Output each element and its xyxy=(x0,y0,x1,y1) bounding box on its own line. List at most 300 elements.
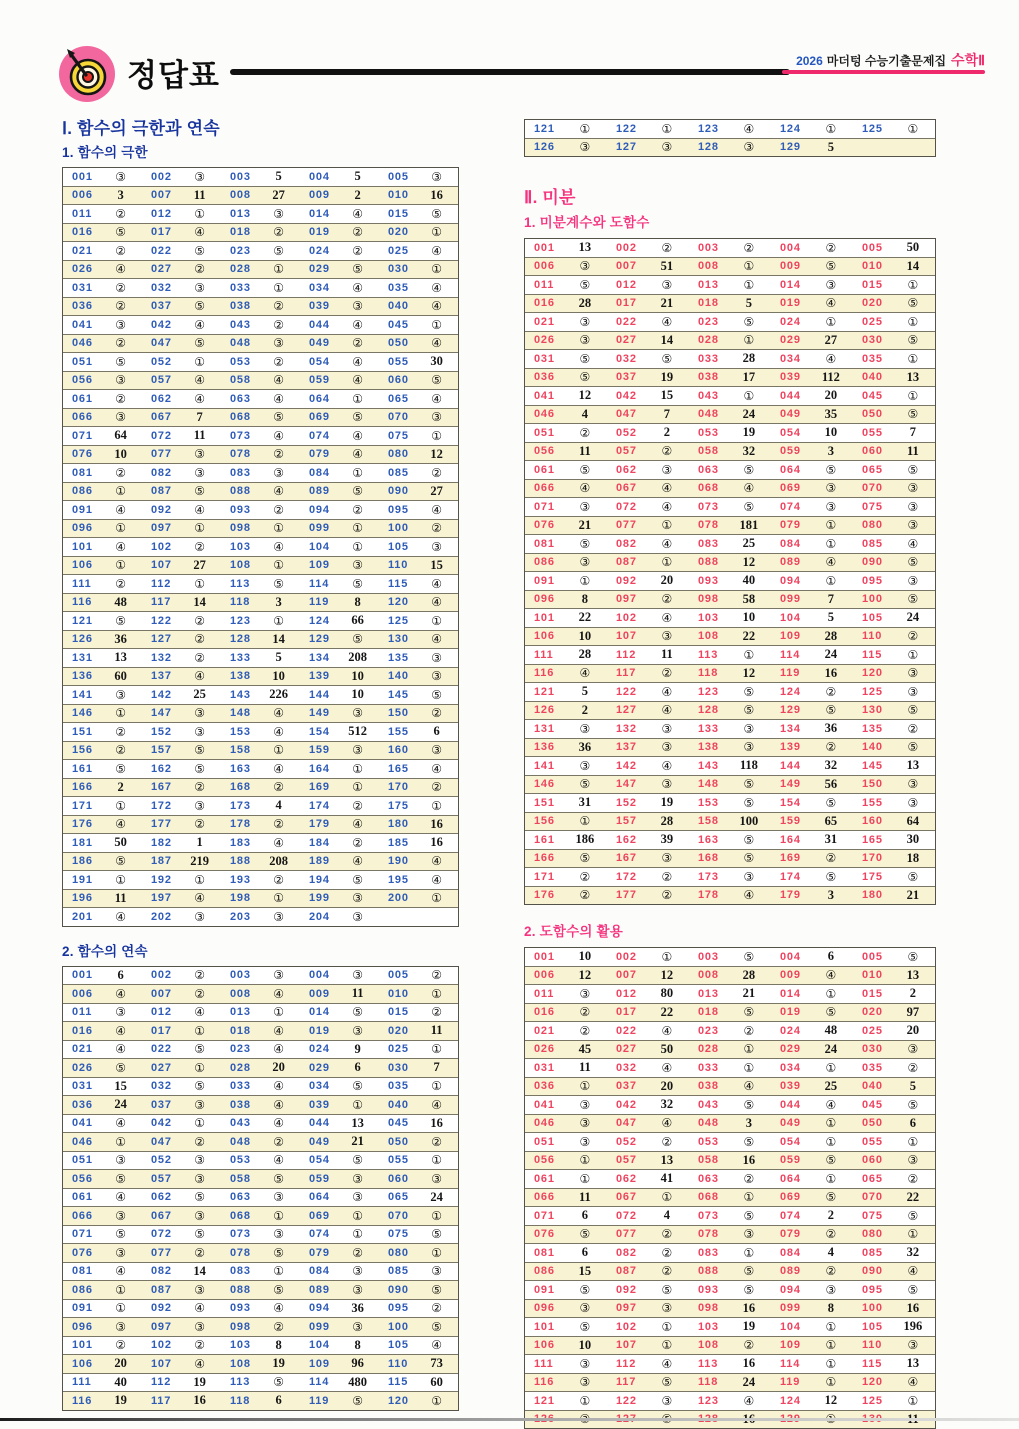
answer-cell xyxy=(142,686,221,704)
question-number: 063 xyxy=(698,1172,719,1185)
question-number: 032 xyxy=(616,1061,637,1074)
answer-cell xyxy=(853,683,935,701)
answer-cell xyxy=(689,120,771,138)
question-number: 140 xyxy=(388,670,409,683)
answer-cell xyxy=(607,480,689,498)
answer-cell xyxy=(689,139,771,157)
answer-cell xyxy=(853,406,935,424)
answer-cell xyxy=(63,1115,142,1133)
answer-cell xyxy=(853,387,935,405)
question-number: 124 xyxy=(309,614,330,627)
question-number: 204 xyxy=(309,910,330,923)
table-row xyxy=(63,1096,458,1115)
answer-value: ④ xyxy=(431,280,443,295)
question-number: 040 xyxy=(388,300,409,313)
answer-value: ② xyxy=(825,684,837,699)
question-number: 091 xyxy=(72,1302,93,1315)
answer-cell xyxy=(771,295,853,313)
answer-cell xyxy=(525,1392,607,1410)
question-number: 061 xyxy=(72,392,93,405)
answer-cell xyxy=(607,461,689,479)
table-row xyxy=(63,427,458,446)
question-number: 099 xyxy=(780,1302,801,1315)
answer-cell xyxy=(525,1318,607,1336)
table-row xyxy=(63,1170,458,1189)
answer-value: ② xyxy=(579,888,591,903)
answer-cell xyxy=(689,1355,771,1373)
answer-value: 10 xyxy=(351,687,364,702)
answer-value: ① xyxy=(194,354,206,369)
question-number: 034 xyxy=(780,1061,801,1074)
answer-cell xyxy=(771,591,853,609)
answer-value: ② xyxy=(579,425,591,440)
answer-cell xyxy=(221,686,300,704)
question-number: 010 xyxy=(862,260,883,273)
answer-cell xyxy=(221,594,300,612)
answer-cell xyxy=(221,501,300,519)
question-number: 112 xyxy=(151,1376,172,1389)
question-number: 124 xyxy=(780,1394,801,1407)
question-number: 111 xyxy=(72,1376,92,1389)
answer-value: ③ xyxy=(194,1171,206,1186)
answer-cell xyxy=(142,1392,221,1410)
answer-value: ① xyxy=(352,465,364,480)
question-number: 079 xyxy=(309,448,330,461)
answer-value: ④ xyxy=(431,1097,443,1112)
question-number: 189 xyxy=(309,855,330,868)
answer-cell xyxy=(63,279,142,297)
question-number: 107 xyxy=(151,559,172,572)
answer-value: ① xyxy=(579,1079,591,1094)
answer-cell xyxy=(142,853,221,871)
answer-value: ⑤ xyxy=(907,296,919,311)
answer-value: ③ xyxy=(352,1171,364,1186)
answer-value: 16 xyxy=(430,1115,443,1130)
answer-value: 12 xyxy=(742,665,756,680)
question-number: 108 xyxy=(230,559,251,572)
question-number: 150 xyxy=(862,778,883,791)
answer-cell xyxy=(771,1392,853,1410)
answer-cell xyxy=(142,668,221,686)
table-row xyxy=(63,224,458,243)
answer-cell xyxy=(221,1078,300,1096)
answer-value: ③ xyxy=(115,1245,127,1260)
answer-cell xyxy=(771,498,853,516)
question-number: 076 xyxy=(72,1246,93,1259)
question-number: 028 xyxy=(698,334,719,347)
answer-cell xyxy=(221,1300,300,1318)
answer-value: ④ xyxy=(825,351,837,366)
answer-value: ① xyxy=(352,1097,364,1112)
question-number: 002 xyxy=(616,241,637,254)
answer-cell xyxy=(607,572,689,590)
question-number: 156 xyxy=(72,744,93,757)
answer-cell xyxy=(525,572,607,590)
table-row xyxy=(525,757,935,776)
answer-value: 31 xyxy=(578,795,592,810)
answer-cell xyxy=(300,1189,379,1207)
question-number: 043 xyxy=(698,389,719,402)
question-number: 065 xyxy=(388,1191,409,1204)
question-number: 116 xyxy=(534,667,555,680)
answer-value: ④ xyxy=(273,1301,285,1316)
answer-cell xyxy=(142,1300,221,1318)
question-number: 095 xyxy=(388,503,409,516)
answer-cell xyxy=(853,1152,935,1170)
question-number: 012 xyxy=(616,278,637,291)
answer-cell xyxy=(853,868,935,886)
answer-value: 1 xyxy=(196,835,203,850)
answer-value: ① xyxy=(661,121,673,136)
answer-cell xyxy=(525,609,607,627)
answer-value: ④ xyxy=(273,1097,285,1112)
question-number: 087 xyxy=(616,556,637,569)
question-number: 109 xyxy=(780,1339,801,1352)
table-row xyxy=(525,369,935,388)
answer-cell xyxy=(853,831,935,849)
answer-value: ③ xyxy=(431,539,443,554)
answer-cell xyxy=(63,501,142,519)
answer-cell xyxy=(300,187,379,205)
answer-value: ④ xyxy=(743,888,755,903)
answer-cell xyxy=(63,871,142,889)
question-number: 087 xyxy=(151,1283,172,1296)
answer-value: ④ xyxy=(352,354,364,369)
answer-cell xyxy=(221,612,300,630)
answer-value: ② xyxy=(579,1023,591,1038)
answer-value: 3 xyxy=(117,187,124,202)
chapter-title-limits: Ⅰ. 함수의 극한과 연속 xyxy=(62,119,220,138)
answer-cell xyxy=(689,258,771,276)
question-number: 097 xyxy=(151,522,172,535)
question-number: 055 xyxy=(388,355,409,368)
question-number: 149 xyxy=(780,778,801,791)
question-number: 037 xyxy=(151,300,172,313)
answer-value: 31 xyxy=(824,832,838,847)
answer-value: 18 xyxy=(906,850,920,865)
question-number: 078 xyxy=(230,448,251,461)
answer-value: 12 xyxy=(578,967,592,982)
question-number: 039 xyxy=(309,300,330,313)
question-number: 135 xyxy=(388,651,409,664)
table-row xyxy=(63,483,458,502)
answer-value: ③ xyxy=(273,465,285,480)
table-row xyxy=(63,985,458,1004)
answer-value: ② xyxy=(115,243,127,258)
question-number: 105 xyxy=(388,1339,409,1352)
question-number: 146 xyxy=(72,707,93,720)
answer-cell xyxy=(300,372,379,390)
question-number: 004 xyxy=(780,241,801,254)
answer-value: ③ xyxy=(907,481,919,496)
answer-value: ① xyxy=(431,1079,443,1094)
answer-cell xyxy=(607,831,689,849)
answer-cell xyxy=(525,1041,607,1059)
answer-cell xyxy=(689,628,771,646)
question-number: 080 xyxy=(862,1228,883,1241)
answer-value: ② xyxy=(194,613,206,628)
question-number: 065 xyxy=(862,463,883,476)
table-row xyxy=(63,779,458,798)
answer-cell xyxy=(689,1374,771,1392)
table-row xyxy=(525,609,935,628)
table-row xyxy=(525,276,935,295)
answer-cell xyxy=(63,557,142,575)
question-number: 055 xyxy=(862,1135,883,1148)
question-number: 128 xyxy=(698,704,719,717)
question-number: 117 xyxy=(616,1376,637,1389)
answer-cell xyxy=(300,668,379,686)
answer-cell xyxy=(379,594,458,612)
answer-cell xyxy=(853,776,935,794)
answer-cell xyxy=(379,1096,458,1114)
answer-cell xyxy=(771,776,853,794)
question-number: 040 xyxy=(388,1098,409,1111)
answer-value: ① xyxy=(825,573,837,588)
question-number: 105 xyxy=(388,540,409,553)
answer-value: ① xyxy=(825,536,837,551)
answer-value: ⑤ xyxy=(273,1282,285,1297)
answer-cell xyxy=(771,628,853,646)
answer-value: ⑤ xyxy=(743,1097,755,1112)
table-row xyxy=(63,723,458,742)
answer-cell xyxy=(771,517,853,535)
answer-cell xyxy=(689,1392,771,1410)
question-number: 114 xyxy=(780,1357,801,1370)
question-number: 069 xyxy=(780,1191,801,1204)
answer-cell xyxy=(142,557,221,575)
question-number: 193 xyxy=(230,873,251,886)
answer-value: ⑤ xyxy=(661,351,673,366)
answer-value: ① xyxy=(743,1042,755,1057)
question-number: 060 xyxy=(862,445,883,458)
answer-value: 13 xyxy=(906,369,920,384)
answer-value: ① xyxy=(825,1375,837,1390)
answer-value: ① xyxy=(825,1116,837,1131)
table-row xyxy=(525,1170,935,1189)
answer-value: ④ xyxy=(273,761,285,776)
question-number: 196 xyxy=(72,892,93,905)
answer-value: ③ xyxy=(194,706,206,721)
question-number: 003 xyxy=(230,969,251,982)
answer-value: ③ xyxy=(825,277,837,292)
question-number: 084 xyxy=(309,466,330,479)
question-number: 003 xyxy=(230,170,251,183)
answer-value: ① xyxy=(743,1060,755,1075)
question-number: 056 xyxy=(534,1154,555,1167)
question-number: 038 xyxy=(230,1098,251,1111)
answer-value: ① xyxy=(115,484,127,499)
answer-value: 11 xyxy=(578,1060,591,1075)
answer-value: ⑤ xyxy=(194,484,206,499)
answer-value: ① xyxy=(743,259,755,274)
answer-value: 24 xyxy=(824,647,838,662)
answer-value: ③ xyxy=(352,1264,364,1279)
answer-cell xyxy=(607,1133,689,1151)
answer-value: ④ xyxy=(352,373,364,388)
answer-cell xyxy=(525,683,607,701)
answer-cell xyxy=(607,813,689,831)
table-row xyxy=(63,871,458,890)
question-number: 077 xyxy=(616,519,637,532)
answer-value: ⑤ xyxy=(115,225,127,240)
question-number: 138 xyxy=(698,741,719,754)
answer-cell xyxy=(300,1300,379,1318)
answer-cell xyxy=(142,742,221,760)
answer-value: 2 xyxy=(663,425,670,440)
answer-cell xyxy=(142,1226,221,1244)
answer-value: ④ xyxy=(194,1356,206,1371)
answer-value: ① xyxy=(661,1338,673,1353)
answer-cell xyxy=(379,1004,458,1022)
answer-value: ① xyxy=(579,814,591,829)
answer-value: 16 xyxy=(742,1300,756,1315)
answer-cell xyxy=(771,1374,853,1392)
question-number: 017 xyxy=(151,226,172,239)
answer-cell xyxy=(379,1189,458,1207)
answer-cell xyxy=(142,1059,221,1077)
answer-cell xyxy=(853,1096,935,1114)
answer-cell xyxy=(379,853,458,871)
question-number: 125 xyxy=(862,1394,883,1407)
question-number: 090 xyxy=(388,1283,409,1296)
answer-cell xyxy=(525,350,607,368)
question-number: 109 xyxy=(309,1357,330,1370)
question-number: 005 xyxy=(388,969,409,982)
question-number: 047 xyxy=(151,337,172,350)
answer-value: ② xyxy=(661,592,673,607)
question-number: 072 xyxy=(151,1228,172,1241)
question-number: 090 xyxy=(862,1265,883,1278)
answer-value: 36 xyxy=(351,1300,364,1315)
question-number: 019 xyxy=(780,1006,801,1019)
answer-cell xyxy=(853,1133,935,1151)
answer-value: ④ xyxy=(431,854,443,869)
answer-value: ③ xyxy=(194,1208,206,1223)
answer-cell xyxy=(63,372,142,390)
question-number: 175 xyxy=(388,799,409,812)
question-number: 074 xyxy=(780,1209,801,1222)
answer-value: 24 xyxy=(430,1189,443,1204)
question-number: 030 xyxy=(862,334,883,347)
answer-cell xyxy=(771,461,853,479)
question-number: 070 xyxy=(388,1209,409,1222)
answer-value: 25 xyxy=(742,536,756,551)
answer-value: ② xyxy=(661,1245,673,1260)
question-number: 033 xyxy=(230,1080,251,1093)
answer-value: 11 xyxy=(193,187,206,202)
question-number: 078 xyxy=(698,1228,719,1241)
question-number: 096 xyxy=(534,593,555,606)
answer-cell xyxy=(142,575,221,593)
answer-value: ④ xyxy=(273,484,285,499)
answer-value: ③ xyxy=(907,1338,919,1353)
question-number: 202 xyxy=(151,910,172,923)
question-number: 124 xyxy=(780,685,801,698)
answer-value: ⑤ xyxy=(743,462,755,477)
question-number: 026 xyxy=(534,1043,555,1056)
answer-cell xyxy=(221,464,300,482)
answer-value: 13 xyxy=(114,650,127,665)
answer-cell xyxy=(607,887,689,905)
edition-series: 마더텅 수능기출문제집 xyxy=(826,54,947,68)
answer-value: ④ xyxy=(661,481,673,496)
answer-cell xyxy=(63,1226,142,1244)
question-number: 027 xyxy=(151,263,172,276)
question-number: 052 xyxy=(151,1154,172,1167)
question-number: 015 xyxy=(388,207,409,220)
answer-cell xyxy=(300,1263,379,1281)
answer-value: ④ xyxy=(352,854,364,869)
answer-value: 5 xyxy=(275,169,282,184)
answer-value: 12 xyxy=(430,446,443,461)
answer-value: 6 xyxy=(581,1245,588,1260)
question-number: 170 xyxy=(862,852,883,865)
answer-cell xyxy=(853,1078,935,1096)
question-number: 090 xyxy=(862,556,883,569)
answer-value: ① xyxy=(352,780,364,795)
answer-cell xyxy=(63,1004,142,1022)
answer-cell xyxy=(142,1263,221,1281)
question-number: 054 xyxy=(780,426,801,439)
question-number: 123 xyxy=(698,1394,719,1407)
answer-cell xyxy=(607,276,689,294)
answer-value: 50 xyxy=(906,240,920,255)
answer-cell xyxy=(379,575,458,593)
answer-value: ④ xyxy=(661,1356,673,1371)
answer-value: 186 xyxy=(575,832,595,847)
question-number: 013 xyxy=(230,1006,251,1019)
question-number: 117 xyxy=(151,1394,172,1407)
question-number: 171 xyxy=(72,799,93,812)
answer-value: 10 xyxy=(824,425,838,440)
answer-cell xyxy=(689,776,771,794)
question-number: 023 xyxy=(230,1043,251,1056)
answer-cell xyxy=(379,427,458,445)
answer-value: ① xyxy=(661,518,673,533)
question-number: 120 xyxy=(388,1394,409,1407)
answer-cell xyxy=(300,797,379,815)
answer-cell xyxy=(142,631,221,649)
question-number: 064 xyxy=(780,463,801,476)
answer-cell xyxy=(63,723,142,741)
answer-value: ① xyxy=(431,262,443,277)
question-number: 139 xyxy=(780,741,801,754)
question-number: 007 xyxy=(151,189,172,202)
answer-cell xyxy=(607,517,689,535)
answer-cell xyxy=(771,1078,853,1096)
question-number: 134 xyxy=(780,722,801,735)
answer-value: 45 xyxy=(578,1041,592,1056)
answer-value: 7 xyxy=(196,409,203,424)
answer-value: ① xyxy=(431,428,443,443)
answer-value: ① xyxy=(273,1264,285,1279)
answer-value: 5 xyxy=(745,295,752,310)
answer-cell xyxy=(853,1355,935,1373)
answer-cell xyxy=(853,1244,935,1262)
question-number: 085 xyxy=(862,537,883,550)
question-number: 050 xyxy=(862,1117,883,1130)
answer-cell xyxy=(853,1207,935,1225)
answer-cell xyxy=(379,1041,458,1059)
question-number: 122 xyxy=(616,1394,637,1407)
answer-cell xyxy=(379,779,458,797)
answer-value: 60 xyxy=(430,1374,443,1389)
answer-value: ③ xyxy=(907,1153,919,1168)
answer-cell xyxy=(300,1152,379,1170)
question-number: 119 xyxy=(780,667,801,680)
answer-cell xyxy=(607,1022,689,1040)
